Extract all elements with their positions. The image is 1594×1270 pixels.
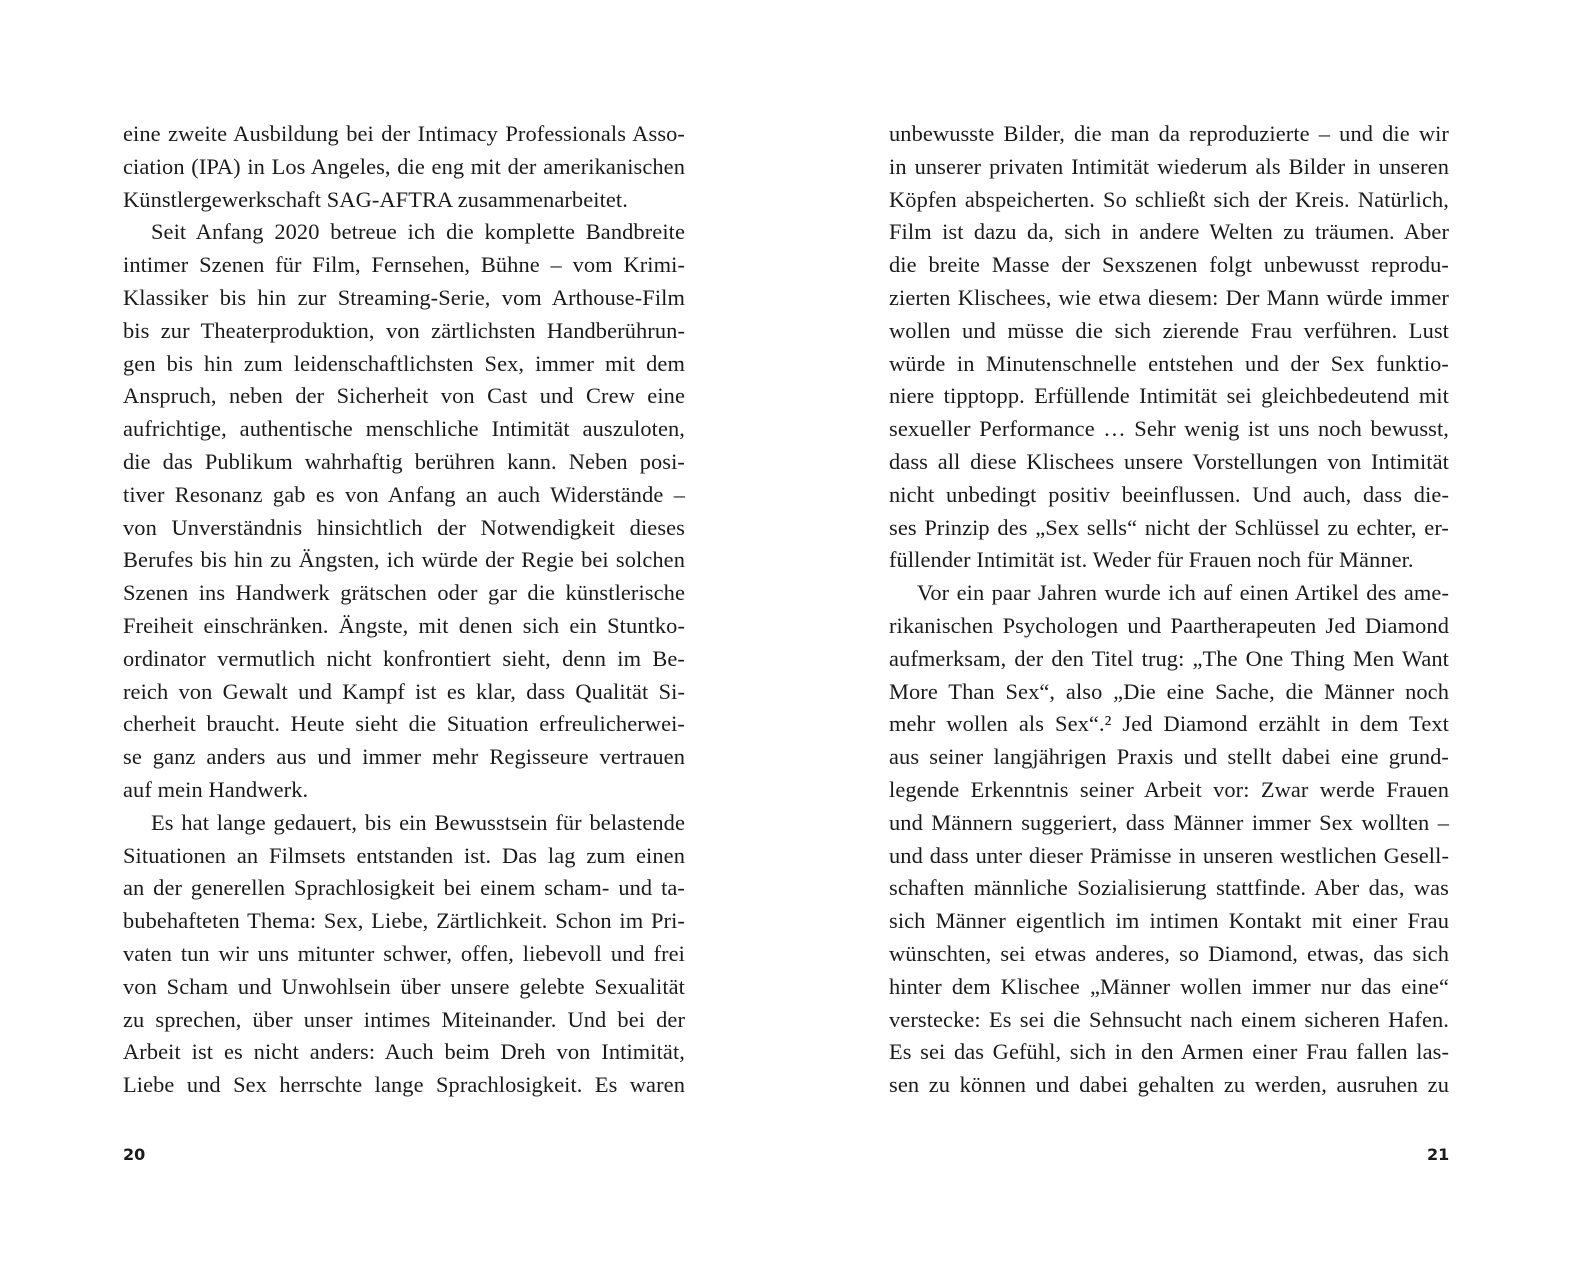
- text-line: hinter dem Klischee „Männer wollen immer nur das eine“: [889, 973, 1449, 999]
- text-line: und dass unter dieser Prämisse in unseren westlichen Gesell-: [889, 842, 1449, 868]
- text-line: ciation (IPA) in Los Angeles, die eng mit der amerikanischen: [123, 153, 685, 179]
- text-line: cherheit braucht. Heute sieht die Situation erfreulicherwei-: [123, 711, 685, 737]
- text-line: intimer Szenen für Film, Fernsehen, Bühne – vom Krimi-: [123, 252, 685, 278]
- text-line: Künstlergewerkschaft SAG-AFTRA zusammenarbeitet.: [123, 186, 628, 212]
- text-line: in unserer privaten Intimität wiederum als Bilder in unseren: [889, 153, 1449, 179]
- text-line: rikanischen Psychologen und Paartherapeuten Jed Diamond: [889, 612, 1449, 638]
- text-line: Freiheit einschränken. Ängste, mit denen sich ein Stuntko-: [123, 612, 685, 638]
- text-line: aufmerksam, der den Titel trug: „The One Thing Men Want: [889, 645, 1449, 671]
- text-line: gen bis hin zum leidenschaftlichsten Sex, immer mit dem: [123, 350, 685, 376]
- text-line: mehr wollen als Sex“.² Jed Diamond erzählt in dem Text: [889, 711, 1449, 737]
- text-line: se ganz anders aus und immer mehr Regisseure vertrauen: [123, 744, 685, 770]
- text-line: die das Publikum wahrhaftig berühren kann. Neben posi-: [123, 448, 685, 474]
- text-line: zierten Klischees, wie etwa diesem: Der Mann würde immer: [889, 284, 1449, 310]
- text-line: legende Erkenntnis seiner Arbeit vor: Zwar werde Frauen: [889, 776, 1449, 802]
- text-line: die breite Masse der Sexszenen folgt unbewusst reprodu-: [889, 252, 1449, 278]
- text-line: dass all diese Klischees unsere Vorstellungen von Intimität: [889, 448, 1449, 474]
- text-line: Klassiker bis hin zur Streaming-Serie, vom Arthouse-Film: [123, 284, 685, 310]
- right-page-body: [889, 118, 1449, 1102]
- text-line: Szenen ins Handwerk grätschen oder gar die künstlerische: [123, 580, 685, 606]
- text-line: More Than Sex“, also „Die eine Sache, die Männer noch: [889, 678, 1449, 704]
- text-line: tiver Resonanz gab es von Anfang an auch Widerstände –: [123, 481, 685, 507]
- text-line: bis zur Theaterproduktion, von zärtlichsten Handberührun-: [123, 317, 685, 343]
- text-line: Liebe und Sex herrschte lange Sprachlosigkeit. Es waren: [123, 1072, 685, 1098]
- text-line: verstecke: Es sei die Sehnsucht nach einem sicheren Hafen.: [889, 1006, 1449, 1032]
- text-line: unbewusste Bilder, die man da reproduzierte – und die wir: [889, 121, 1449, 146]
- text-line: an der generellen Sprachlosigkeit bei einem scham- und ta-: [123, 875, 685, 901]
- text-line: nicht unbedingt positiv beeinflussen. Und auch, dass die-: [889, 481, 1449, 507]
- text-line: sen zu können und dabei gehalten zu werden, ausruhen zu: [889, 1072, 1449, 1098]
- text-line: bubehafteten Thema: Sex, Liebe, Zärtlichkeit. Schon im Pri-: [123, 908, 685, 934]
- text-line: Vor ein paar Jahren wurde ich auf einen Artikel des ame-: [917, 580, 1449, 606]
- text-line: ordinator vermutlich nicht konfrontiert sieht, denn im Be-: [123, 645, 685, 671]
- text-line: wollen und müsse die sich zierende Frau verführen. Lust: [889, 317, 1449, 343]
- text-line: Arbeit ist es nicht anders: Auch beim Dreh von Intimität,: [123, 1039, 685, 1065]
- text-line: schaften männliche Sozialisierung stattfinde. Aber das, was: [889, 875, 1449, 901]
- text-line: von Scham und Unwohlsein über unsere gelebte Sexualität: [123, 973, 685, 999]
- left-page-number: 20: [123, 1145, 146, 1164]
- text-line: sexueller Performance … Sehr wenig ist uns noch bewusst,: [889, 416, 1449, 442]
- text-line: füllender Intimität ist. Weder für Frauen noch für Männer.: [889, 547, 1414, 573]
- text-line: aufrichtige, authentische menschliche Intimität auszuloten,: [123, 416, 685, 442]
- text-line: sich Männer eigentlich im intimen Kontakt mit einer Frau: [889, 908, 1449, 934]
- right-page: [797, 0, 1594, 1270]
- text-line: niere tipptopp. Erfüllende Intimität sei gleichbedeutend mit: [889, 383, 1449, 409]
- text-line: Köpfen abspeicherten. So schließt sich der Kreis. Natürlich,: [889, 186, 1449, 212]
- text-line: von Unverständnis hinsichtlich der Notwendigkeit dieses: [123, 514, 685, 540]
- text-line: eine zweite Ausbildung bei der Intimacy Professionals Asso-: [123, 121, 685, 146]
- text-line: Es sei das Gefühl, sich in den Armen einer Frau fallen las-: [889, 1039, 1449, 1065]
- text-line: Es hat lange gedauert, bis ein Bewusstsein für belastende: [151, 809, 685, 835]
- text-line: Seit Anfang 2020 betreue ich die komplette Bandbreite: [151, 219, 685, 245]
- left-page-body: [123, 118, 685, 1102]
- text-line: wünschten, sei etwas anderes, so Diamond, etwas, das sich: [889, 940, 1449, 966]
- text-line: ses Prinzip des „Sex sells“ nicht der Schlüssel zu echter, er-: [889, 514, 1449, 540]
- right-page-number: 21: [1427, 1145, 1450, 1164]
- text-line: aus seiner langjährigen Praxis und stellt dabei eine grund-: [889, 744, 1449, 770]
- text-line: reich von Gewalt und Kampf ist es klar, dass Qualität Si-: [123, 678, 685, 704]
- text-line: Situationen an Filmsets entstanden ist. Das lag zum einen: [123, 842, 685, 868]
- text-line: würde in Minutenschnelle entstehen und der Sex funktio-: [889, 350, 1449, 376]
- text-line: zu sprechen, über unser intimes Miteinander. Und bei der: [123, 1006, 685, 1032]
- text-line: Anspruch, neben der Sicherheit von Cast und Crew eine: [123, 383, 685, 409]
- text-line: auf mein Handwerk.: [123, 776, 309, 802]
- text-line: Berufes bis hin zu Ängsten, ich würde der Regie bei solchen: [123, 547, 685, 573]
- text-line: Film ist dazu da, sich in andere Welten zu träumen. Aber: [889, 219, 1449, 245]
- text-line: vaten tun wir uns mitunter schwer, offen, liebevoll und frei: [123, 940, 685, 966]
- text-line: und Männern suggeriert, dass Männer immer Sex wollten –: [889, 809, 1449, 835]
